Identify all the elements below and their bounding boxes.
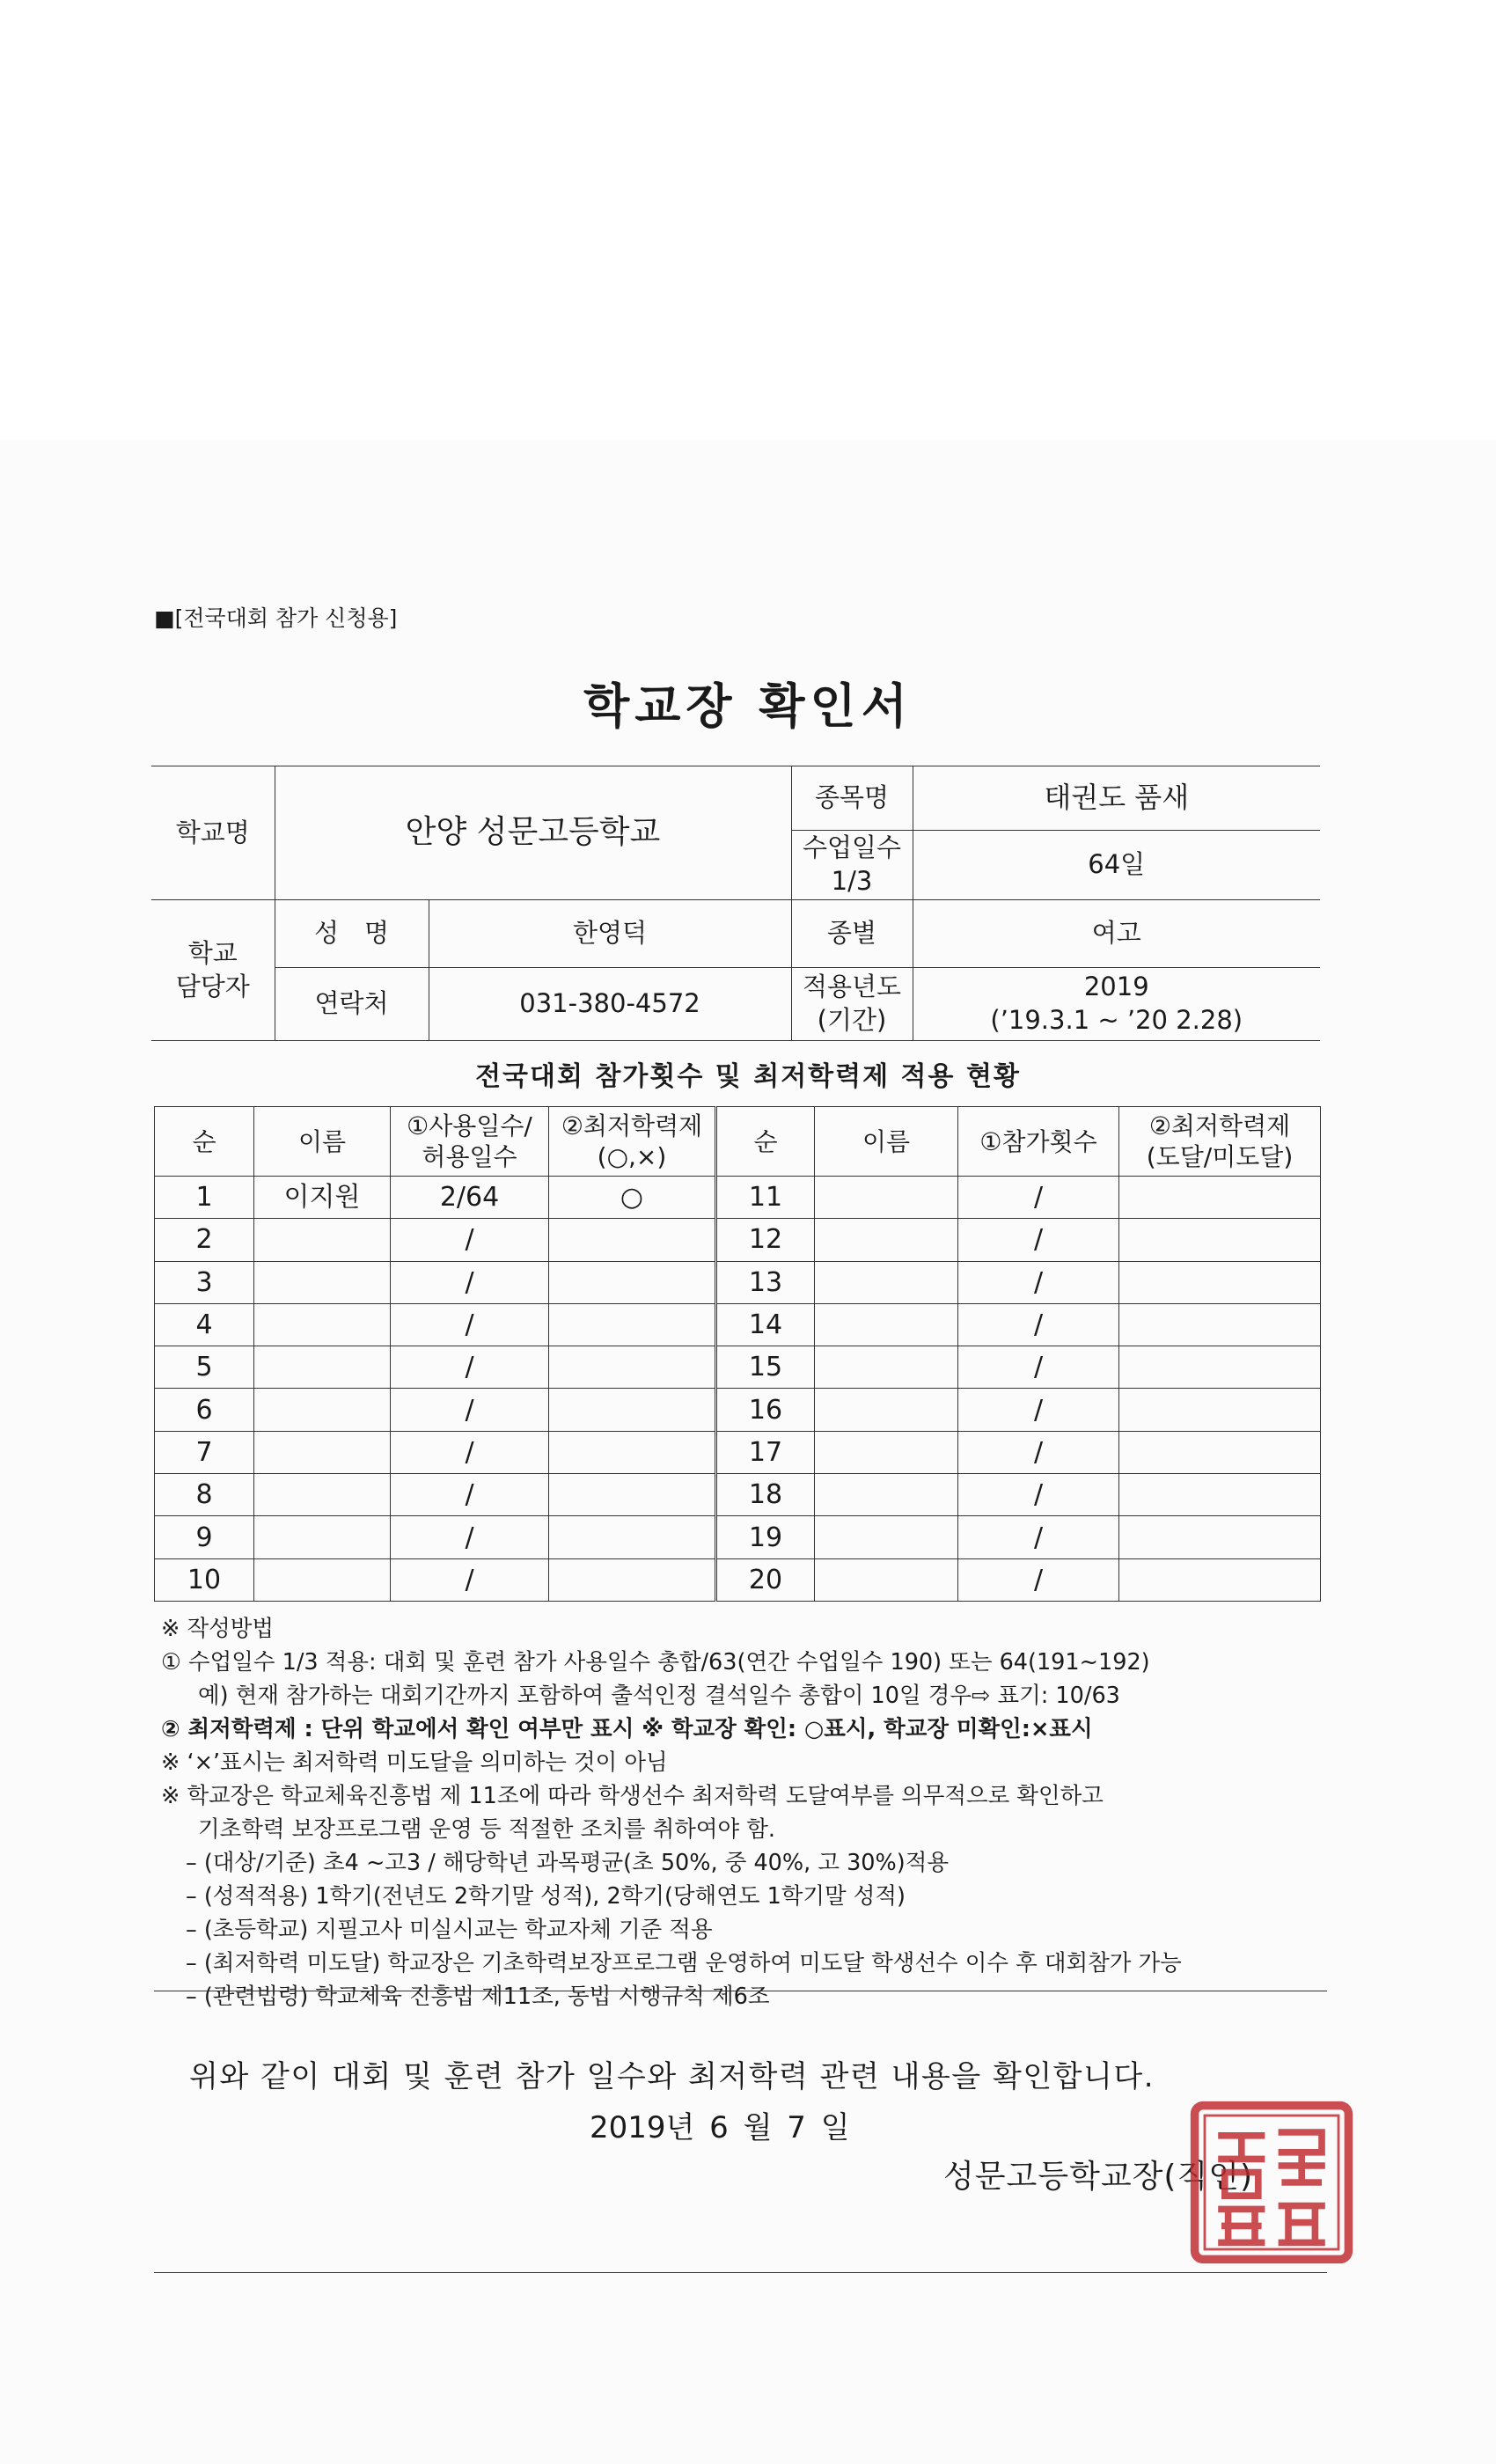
row-no: 10 bbox=[155, 1558, 254, 1601]
row-name bbox=[254, 1431, 391, 1473]
row-no-right: 19 bbox=[716, 1516, 815, 1558]
header-min-right bbox=[1119, 1107, 1321, 1177]
row-name-right bbox=[815, 1261, 958, 1303]
row-min-right bbox=[1119, 1516, 1321, 1558]
contact-value: 031-380-4572 bbox=[429, 968, 791, 1041]
header-name-right: 이름 bbox=[815, 1107, 958, 1177]
row-days: / bbox=[391, 1261, 549, 1303]
table-row bbox=[155, 1346, 1321, 1389]
row-no: 4 bbox=[155, 1303, 254, 1346]
row-min-right bbox=[1119, 1303, 1321, 1346]
bullet-3: – (초등학교) 지필고사 미실시교는 학교자체 기준 적용 bbox=[186, 1917, 713, 1943]
days-value: 64일 bbox=[913, 831, 1320, 900]
days-label-line1: 수업일수 bbox=[802, 832, 902, 863]
row-no-right: 12 bbox=[716, 1219, 815, 1261]
row-min: ○ bbox=[549, 1177, 716, 1219]
row-no-right: 17 bbox=[716, 1431, 815, 1473]
row-min bbox=[549, 1474, 716, 1516]
row-count: / bbox=[958, 1303, 1119, 1346]
row-min bbox=[549, 1303, 716, 1346]
row-count: / bbox=[958, 1389, 1119, 1431]
row-days: / bbox=[391, 1431, 549, 1473]
page-title: 학교장 확인서 bbox=[583, 678, 913, 734]
header-no-right: 순 bbox=[716, 1107, 815, 1177]
instructions bbox=[161, 1612, 1323, 2013]
form-tag: ■[전국대회 참가 신청용] bbox=[154, 605, 398, 631]
row-no: 2 bbox=[155, 1219, 254, 1261]
year-value-line2: (’19.3.1 ~ ’20 2.28) bbox=[990, 1005, 1243, 1035]
row-no-right: 14 bbox=[716, 1303, 815, 1346]
row-no: 1 bbox=[155, 1177, 254, 1219]
row-min-right bbox=[1119, 1261, 1321, 1303]
school-value: 안양 성문고등학교 bbox=[275, 766, 791, 900]
row-name bbox=[254, 1389, 391, 1431]
row-days: / bbox=[391, 1558, 549, 1601]
row-name bbox=[254, 1346, 391, 1389]
row-min-right bbox=[1119, 1389, 1321, 1431]
row-min-right bbox=[1119, 1431, 1321, 1473]
header-days-line2: 허용일수 bbox=[422, 1142, 517, 1171]
row-min bbox=[549, 1346, 716, 1389]
row-no-right: 15 bbox=[716, 1346, 815, 1389]
row-days: / bbox=[391, 1303, 549, 1346]
row-count: / bbox=[958, 1219, 1119, 1261]
row-min-right bbox=[1119, 1177, 1321, 1219]
row-name-right bbox=[815, 1431, 958, 1473]
bullet-5: – (관련법령) 학교체육 진흥법 제11조, 동법 시행규칙 제6조 bbox=[186, 1984, 770, 2010]
row-min bbox=[549, 1431, 716, 1473]
manager-label bbox=[151, 900, 275, 1041]
header-min-line2: (○,×) bbox=[597, 1142, 667, 1171]
principal-signature: 성문고등학교장(직인) bbox=[943, 2159, 1254, 2195]
row-min bbox=[549, 1516, 716, 1558]
row-no-right: 13 bbox=[716, 1261, 815, 1303]
row-count: / bbox=[958, 1431, 1119, 1473]
row-min bbox=[549, 1219, 716, 1261]
issue-date: 2019년 6 월 7 일 bbox=[590, 2110, 850, 2145]
row-no: 7 bbox=[155, 1431, 254, 1473]
event-label: 종목명 bbox=[791, 766, 913, 831]
header-min bbox=[549, 1107, 716, 1177]
status-section-title: 전국대회 참가횟수 및 최저학력제 적용 현황 bbox=[475, 1061, 1021, 1092]
note-3: ※ ‘×’표시는 최저학력 미도달을 의미하는 것이 아님 bbox=[161, 1749, 668, 1776]
row-name-right bbox=[815, 1346, 958, 1389]
note-4a: ※ 학교장은 학교체육진흥법 제 11조에 따라 학생선수 최저학력 도달여부를 의무적으로 확인하고 bbox=[161, 1783, 1104, 1809]
category-label: 종별 bbox=[791, 900, 913, 968]
row-no: 9 bbox=[155, 1516, 254, 1558]
row-no: 6 bbox=[155, 1389, 254, 1431]
row-name bbox=[254, 1558, 391, 1601]
contact-label: 연락처 bbox=[275, 968, 429, 1041]
name-label: 성 명 bbox=[275, 900, 429, 968]
row-count: / bbox=[958, 1177, 1119, 1219]
table-row bbox=[155, 1303, 1321, 1346]
bullet-4: – (최저학력 미도달) 학교장은 기초학력보장프로그램 운영하여 미도달 학생선수 이수 후 대회참가 가능 bbox=[186, 1950, 1182, 1976]
category-value: 여고 bbox=[913, 900, 1320, 968]
row-name-right bbox=[815, 1389, 958, 1431]
days-label bbox=[791, 831, 913, 900]
note-4b: 기초학력 보장프로그램 운영 등 적절한 조치를 취하여야 함. bbox=[198, 1816, 776, 1843]
table-row bbox=[155, 1516, 1321, 1558]
header-days bbox=[391, 1107, 549, 1177]
status-table bbox=[154, 1106, 1321, 1602]
row-name-right bbox=[815, 1219, 958, 1261]
row-days: / bbox=[391, 1219, 549, 1261]
row-name-right bbox=[815, 1558, 958, 1601]
table-row bbox=[155, 1177, 1321, 1219]
row-count: / bbox=[958, 1474, 1119, 1516]
row-name-right bbox=[815, 1303, 958, 1346]
row-name bbox=[254, 1303, 391, 1346]
table-row bbox=[155, 1261, 1321, 1303]
table-row bbox=[155, 1389, 1321, 1431]
row-count: / bbox=[958, 1346, 1119, 1389]
row-count: / bbox=[958, 1558, 1119, 1601]
header-days-line1: ①사용일수/ bbox=[407, 1111, 532, 1140]
notes-heading: ※ 작성방법 bbox=[161, 1616, 275, 1642]
header-min-line1: ②최저학력제 bbox=[561, 1111, 703, 1140]
header-min-right-line1: ②최저학력제 bbox=[1148, 1111, 1291, 1140]
year-label-line2: (기간) bbox=[817, 1005, 887, 1035]
row-no: 8 bbox=[155, 1474, 254, 1516]
row-days: / bbox=[391, 1346, 549, 1389]
row-min-right bbox=[1119, 1558, 1321, 1601]
row-name bbox=[254, 1219, 391, 1261]
table-row bbox=[155, 1474, 1321, 1516]
status-header-row bbox=[155, 1107, 1321, 1177]
school-seal-icon bbox=[1188, 2099, 1355, 2266]
row-count: / bbox=[958, 1261, 1119, 1303]
school-label: 학교명 bbox=[151, 766, 275, 900]
row-no-right: 18 bbox=[716, 1474, 815, 1516]
bullet-2: – (성적적용) 1학기(전년도 2학기말 성적), 2학기(당해연도 1학기말 성적) bbox=[186, 1883, 906, 1910]
year-label bbox=[791, 968, 913, 1041]
row-no-right: 16 bbox=[716, 1389, 815, 1431]
header-no: 순 bbox=[155, 1107, 254, 1177]
note-1a: ① 수업일수 1/3 적용: 대회 및 훈련 참가 사용일수 총합/63(연간 수업일수 190) 또는 64(191~192) bbox=[161, 1649, 1150, 1676]
row-days: / bbox=[391, 1474, 549, 1516]
event-value: 태권도 품새 bbox=[913, 766, 1320, 831]
year-value bbox=[913, 968, 1320, 1041]
name-value: 한영덕 bbox=[429, 900, 791, 968]
row-days: / bbox=[391, 1389, 549, 1431]
row-name-right bbox=[815, 1474, 958, 1516]
note-2: ② 최저학력제 : 단위 학교에서 확인 여부만 표시 ※ 학교장 확인: ○표시, 학교장 미확인:×표시 bbox=[161, 1716, 1093, 1742]
days-label-line2: 1/3 bbox=[831, 866, 873, 896]
bullet-1: – (대상/기준) 초4 ~고3 / 해당학년 과목평균(초 50%, 중 40%, 고 30%)적용 bbox=[186, 1850, 949, 1876]
row-min-right bbox=[1119, 1346, 1321, 1389]
row-name bbox=[254, 1474, 391, 1516]
header-name: 이름 bbox=[254, 1107, 391, 1177]
row-name-right bbox=[815, 1177, 958, 1219]
row-min-right bbox=[1119, 1474, 1321, 1516]
row-name bbox=[254, 1516, 391, 1558]
row-days: / bbox=[391, 1516, 549, 1558]
manager-label-line2: 담당자 bbox=[175, 971, 250, 1001]
row-min-right bbox=[1119, 1219, 1321, 1261]
manager-label-line1: 학교 bbox=[187, 937, 238, 968]
footer-divider bbox=[154, 2272, 1327, 2273]
table-row bbox=[155, 1219, 1321, 1261]
row-days: 2/64 bbox=[391, 1177, 549, 1219]
note-1b: 예) 현재 참가하는 대회기간까지 포함하여 출석인정 결석일수 총합이 10일 경우⇨ 표기: 10/63 bbox=[198, 1683, 1120, 1709]
table-row bbox=[155, 1431, 1321, 1473]
row-min bbox=[549, 1558, 716, 1601]
confirm-statement: 위와 같이 대회 및 훈련 참가 일수와 최저학력 관련 내용을 확인합니다. bbox=[189, 2059, 1155, 2094]
row-count: / bbox=[958, 1516, 1119, 1558]
table-row bbox=[155, 1558, 1321, 1601]
row-no: 3 bbox=[155, 1261, 254, 1303]
row-min bbox=[549, 1261, 716, 1303]
row-min bbox=[549, 1389, 716, 1431]
row-no-right: 11 bbox=[716, 1177, 815, 1219]
header-min-right-line2: (도달/미도달) bbox=[1146, 1142, 1294, 1171]
row-no: 5 bbox=[155, 1346, 254, 1389]
row-name bbox=[254, 1261, 391, 1303]
year-value-line1: 2019 bbox=[1083, 972, 1149, 1002]
row-no-right: 20 bbox=[716, 1558, 815, 1601]
row-name-right bbox=[815, 1516, 958, 1558]
year-label-line1: 적용년도 bbox=[802, 972, 902, 1002]
header-count: ①참가횟수 bbox=[958, 1107, 1119, 1177]
row-name: 이지원 bbox=[254, 1177, 391, 1219]
info-table bbox=[151, 766, 1320, 1041]
